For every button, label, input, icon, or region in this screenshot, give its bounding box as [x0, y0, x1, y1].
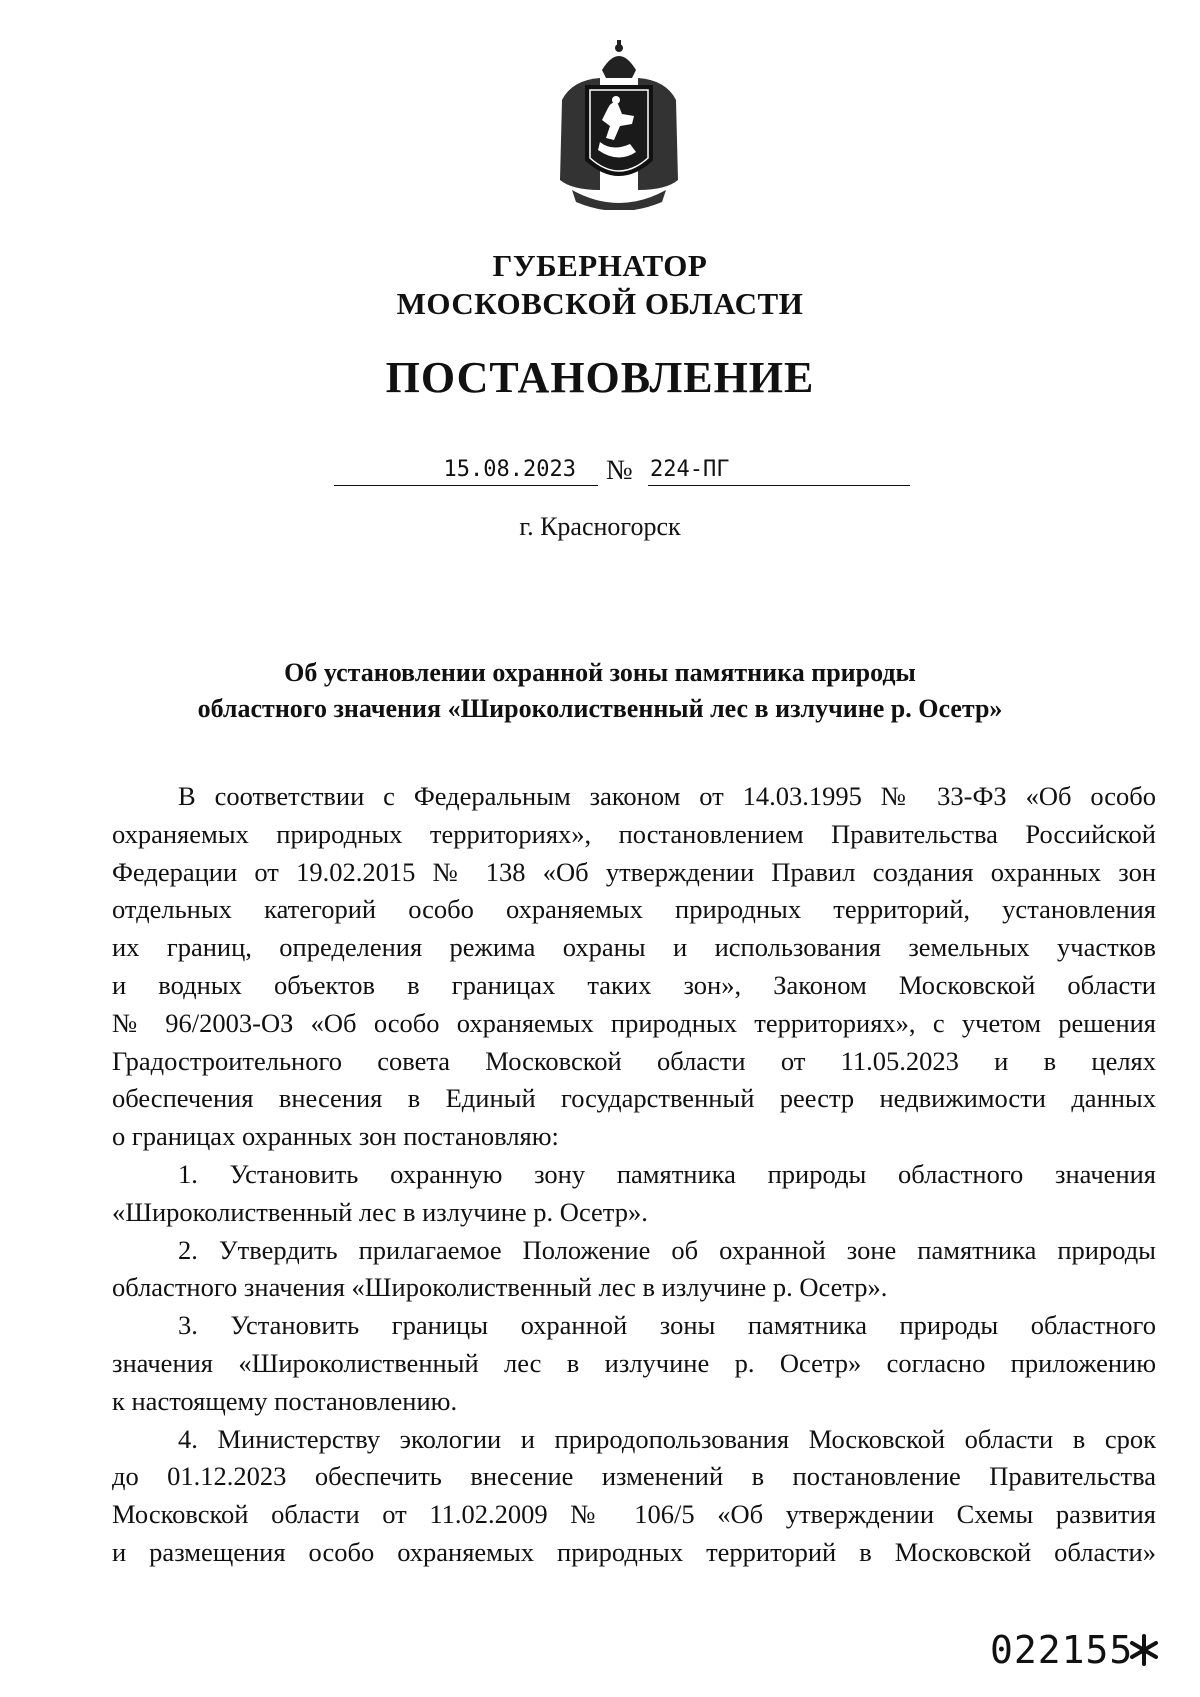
document-number: 224-ПГ	[648, 454, 910, 486]
body-line: 2. Утвердить прилагаемое Положение об охранной зоне памятника природы	[178, 1234, 1156, 1265]
document-subject-line-2: областного значения «Широколиственный лес в излучине р. Осетр»	[197, 694, 1003, 723]
body-line: Градостроительного совета Московской области от 11.05.2023 и в целях	[112, 1045, 1156, 1076]
coat-of-arms-icon	[552, 40, 686, 210]
authority-title-line-1: ГУБЕРНАТОР	[492, 248, 708, 283]
body-line: их границ, определения режима охраны и использования земельных участков	[112, 932, 1156, 963]
body-line: В соответствии с Федеральным законом от 14.03.1995 № 33-ФЗ «Об особо	[178, 781, 1156, 811]
body-line: к настоящему постановлению.	[112, 1385, 458, 1416]
document-body	[112, 778, 1156, 1572]
body-line: обеспечения внесения в Единый государственный реестр недвижимости данных	[112, 1083, 1156, 1114]
body-line: охраняемых природных территориях», постановлением Правительства Российской	[112, 818, 1156, 849]
body-line: до 01.12.2023 обеспечить внесение изменений в постановление Правительства	[112, 1461, 1156, 1492]
registration-line	[0, 454, 1200, 486]
body-line: областного значения «Широколиственный лес в излучине р. Осетр».	[112, 1272, 888, 1303]
body-line: «Широколиственный лес в излучине р. Осетр».	[112, 1196, 648, 1227]
serial-number: 022155	[990, 1628, 1134, 1672]
asterisk-icon	[1126, 1632, 1162, 1668]
body-line: Московской области от 11.02.2009 № 106/5 «Об утверждении Схемы развития	[112, 1499, 1156, 1530]
number-sign: №	[606, 455, 633, 486]
document-type-title: ПОСТАНОВЛЕНИЕ	[385, 353, 815, 402]
body-line: о границах охранных зон постановляю:	[112, 1121, 559, 1152]
document-city: г. Красногорск	[519, 512, 681, 541]
body-line: № 96/2003-ОЗ «Об особо охраняемых природных территориях», с учетом решения	[112, 1007, 1156, 1038]
body-line: и водных объектов в границах таких зон», Законом Московской области	[112, 969, 1156, 1000]
body-line: 3. Установить границы охранной зоны памятника природы областного	[178, 1310, 1156, 1341]
document-subject-line-1: Об установлении охранной зоны памятника природы	[284, 658, 916, 687]
body-line: и размещения особо охраняемых природных территорий в Московской области»	[112, 1536, 1156, 1567]
document-date: 15.08.2023	[334, 454, 598, 486]
body-line: отдельных категорий особо охраняемых природных территорий, установления	[112, 894, 1156, 925]
body-line: Федерации от 19.02.2015 № 138 «Об утверждении Правил создания охранных зон	[112, 856, 1156, 887]
authority-title-line-2: МОСКОВСКОЙ ОБЛАСТИ	[396, 286, 804, 321]
body-line: 1. Установить охранную зону памятника природы областного значения	[178, 1158, 1156, 1189]
body-line: 4. Министерству экологии и природопользования Московской области в срок	[178, 1423, 1156, 1454]
body-line: значения «Широколиственный лес в излучине р. Осетр» согласно приложению	[112, 1347, 1156, 1378]
